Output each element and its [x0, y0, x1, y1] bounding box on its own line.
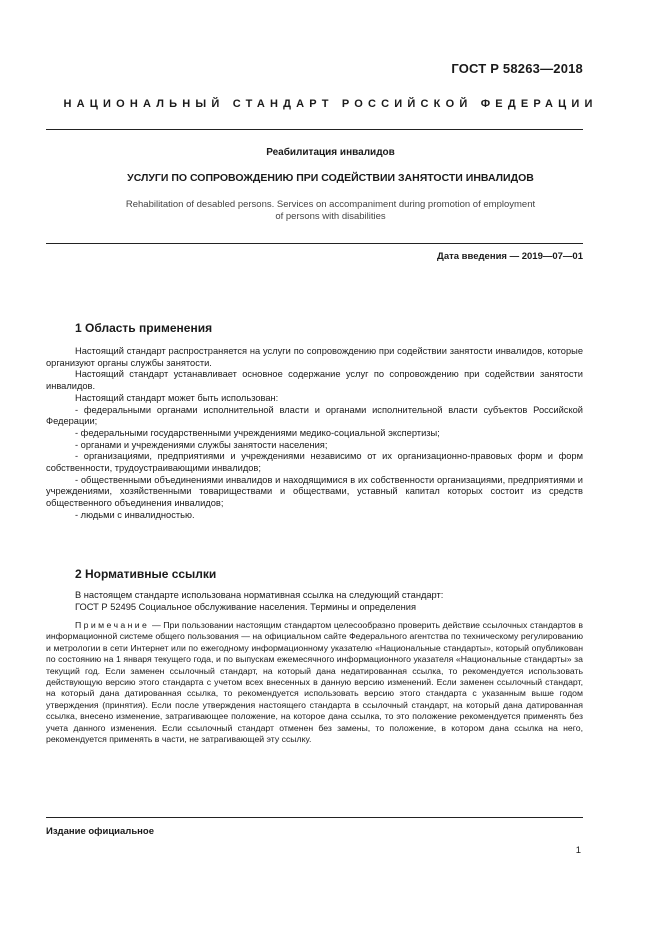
section-body-scope: [46, 346, 583, 522]
section-heading-scope: 1 Область применения: [75, 321, 213, 335]
note: [46, 620, 583, 745]
section-body-references: [46, 590, 583, 613]
note-text: — При пользовании настоящим стандартом целесообразно проверить действие ссылочных стандартов в информационной системе общего пользования — на официальном сайте Федерального агентства по техническому регулированию и метрологии в сети Интернет или по ежегодному информационному указателю «Национальные стандарты», который опубликован по состоянию на 1 января текущего года, и по выпускам ежемесячного информационного указателя «Национальные стандарты» за текущий год. Если заменен ссылочный стандарт, на который дана недатированная ссылка, то рекомендуется использовать действующую версию этого стандарта с учетом всех внесенных в данную версию изменений. Если заменен ссылочный стандарт, на который дана датированная ссылка, то рекомендуется использовать версию этого стандарта с указанным выше годом утверждения (принятия). Если после утверждения настоящего стандарта в ссылочный стандарт, на который дана датированная ссылка, внесено изменение, затрагивающее положение, на которое дана ссылка, то это положение рекомендуется применять без учета данного изменения. Если ссылочный стандарт отменен без замены, то положение, в котором дана ссылка на него, рекомендуется применять в части, не затрагивающей эту ссылку.: [46, 620, 583, 745]
edition-label: Издание официальное: [46, 826, 154, 837]
english-title-line: of persons with disabilities: [275, 211, 386, 222]
page-number: 1: [575, 845, 581, 856]
top-divider: [46, 129, 583, 130]
english-title-line: Rehabilitation of desabled persons. Services on accompaniment during promotion of employment: [125, 199, 536, 210]
english-title: [90, 199, 571, 223]
note-label: Примечание: [75, 620, 150, 630]
standard-title: НАЦИОНАЛЬНЫЙ СТАНДАРТ РОССИЙСКОЙ ФЕДЕРАЦИИ: [63, 98, 598, 110]
paragraph: Настоящий стандарт устанавливает основное содержание услуг по сопровождению при содействии занятости инвалидов.: [46, 369, 583, 392]
list-item: - органами и учреждениями службы занятости населения;: [75, 439, 328, 450]
paragraph: Настоящий стандарт может быть использован:: [75, 392, 279, 403]
footer-divider: [46, 817, 583, 818]
list-item: - федеральными государственными учреждениями медико-социальной экспертизы;: [75, 427, 440, 438]
list-item: - федеральными органами исполнительной власти и органами исполнительной власти субъектов Российской Федерации;: [46, 404, 583, 427]
list-item: - людьми с инвалидностью.: [75, 509, 195, 520]
reference-item: ГОСТ Р 52495 Социальное обслуживание населения. Термины и определения: [75, 601, 417, 612]
introduction-date: Дата введения — 2019—07—01: [437, 251, 583, 262]
document-title: УСЛУГИ ПО СОПРОВОЖДЕНИЮ ПРИ СОДЕЙСТВИИ ЗАНЯТОСТИ ИНВАЛИДОВ: [127, 172, 534, 184]
gost-number: ГОСТ Р 58263—2018: [451, 61, 583, 76]
title-divider: [46, 243, 583, 244]
list-item: - общественными объединениями инвалидов и находящимися в их собственности организациями, предприятиями и учреждениями, хозяйственными товариществами и обществами, уставный капитал которых состоит из средств общественного объединения инвалидов;: [46, 474, 583, 509]
paragraph: Настоящий стандарт распространяется на услуги по сопровождению при содействии занятости инвалидов, которые организуют органы службы занятости.: [46, 346, 583, 368]
note-paragraph: [46, 620, 583, 745]
section-heading-references: 2 Нормативные ссылки: [75, 567, 217, 581]
list-item: - организациями, предприятиями и учреждениями независимо от их организационно-правовых форм и форм собственности, трудоустраивающими инвалидов;: [46, 451, 583, 474]
paragraph: В настоящем стандарте использована нормативная ссылка на следующий стандарт:: [75, 590, 444, 600]
document-subtitle: Реабилитация инвалидов: [266, 147, 395, 158]
